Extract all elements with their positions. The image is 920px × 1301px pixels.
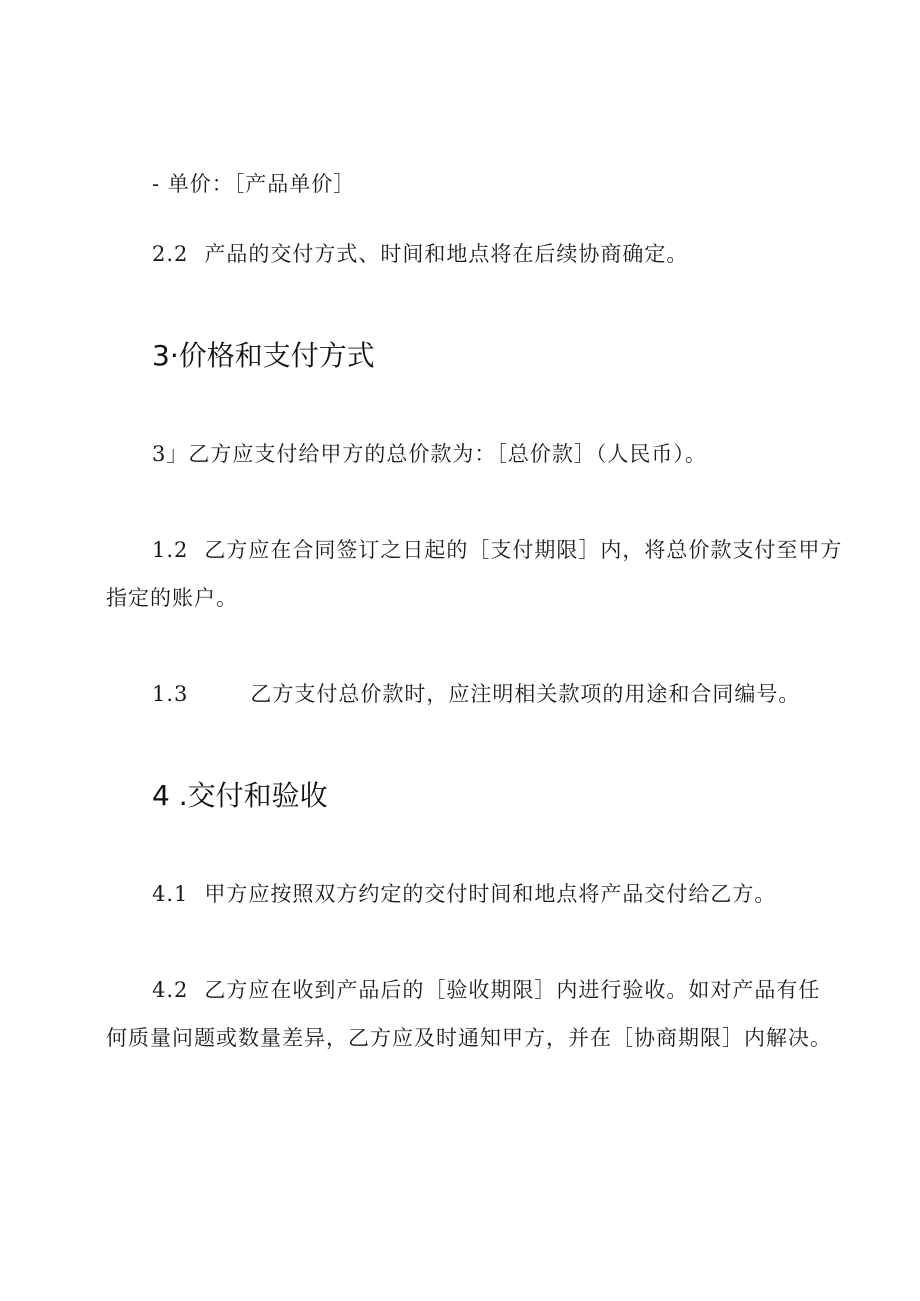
clause-text: 乙方支付总价款时，应注明相关款项的用途和合同编号。 [250,682,801,706]
clause-text: 产品的交付方式、时间和地点将在后续协商确定。 [204,242,689,266]
clause-number: 2.2 [152,242,189,266]
clause-number: 1.2 [152,538,189,562]
clause-text: 乙方应在合同签订之日起的［支付期限］内，将总价款支付至甲方 [204,538,843,562]
clause-text: 甲方应按照双方约定的交付时间和地点将产品交付给乙方。 [204,882,777,906]
section-heading-3: 3·价格和支付方式 [152,339,375,372]
clause-4-1 [152,880,776,908]
clause-4-2-continuation: 何质量问题或数量差异，乙方应及时通知甲方，并在［协商期限］内解决。 [106,1026,832,1050]
clause-2-2 [152,240,688,268]
clause-3-1: 3」乙方应支付给甲方的总价款为：［总价款］（人民币）。 [152,442,707,466]
clause-number: 4.1 [152,882,189,906]
clause-1-2 [152,536,842,564]
clause-1-2-continuation: 指定的账户。 [106,586,238,610]
clause-number: 1.3 [152,682,189,706]
clause-4-2 [152,976,820,1004]
clause-text: 乙方应在收到产品后的［验收期限］内进行验收。如对产品有任 [204,978,821,1002]
unit-price-item: - 单价：［产品单价］ [152,172,356,196]
clause-1-3 [152,680,800,708]
clause-number: 4.2 [152,978,189,1002]
section-heading-4: 4 .交付和验收 [152,779,328,812]
